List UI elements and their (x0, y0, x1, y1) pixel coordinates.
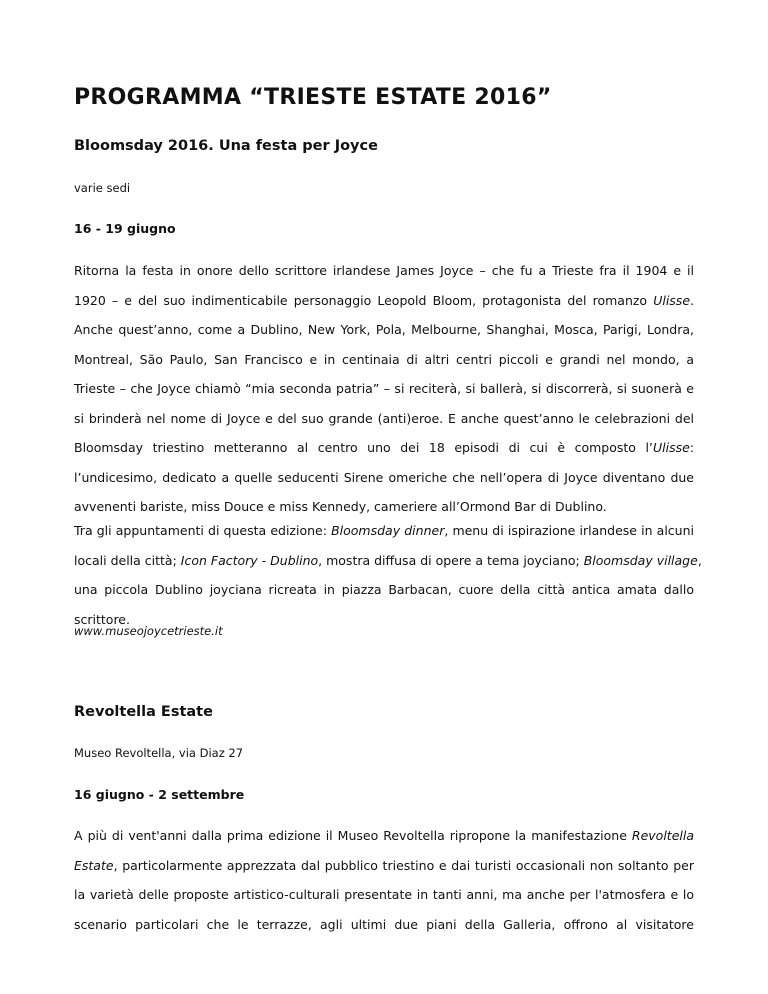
event-heading: Bloomsday 2016. Una festa per Joyce (74, 138, 378, 154)
text-line: A più di vent'anni dalla prima edizione il Museo Revoltella ripropone la manifestazione Revoltella (74, 828, 694, 843)
text-line: Ritorna la festa in onore dello scrittore irlandese James Joyce – che fu a Trieste fra il 1904 e il (74, 263, 694, 278)
event-description (74, 821, 694, 939)
website-link[interactable]: www.museojoycetrieste.it (74, 624, 223, 638)
italic-term: Ulisse (653, 292, 691, 308)
text-line: Anche quest’anno, come a Dublino, New York, Pola, Melbourne, Shanghai, Mosca, Parigi, Londra, (74, 322, 694, 337)
text-line: Trieste – che Joyce chiamò “mia seconda patria” – si reciterà, si ballerà, si discorrerà, si suonerà e (74, 381, 694, 396)
event-description (74, 256, 694, 522)
event-heading: Revoltella Estate (74, 704, 213, 720)
italic-term: Estate (74, 857, 114, 873)
italic-term: Ulisse (652, 440, 690, 455)
italic-term: Icon Factory - Dublino (180, 552, 319, 568)
text-line: la varietà delle proposte artistico-culturali presentate in tanti anni, ma anche per l'atmosfera e lo (74, 887, 694, 902)
text-line: 1920 – e del suo indimenticabile personaggio Leopold Bloom, protagonista del romanzo Ulisse. (74, 292, 694, 308)
event-dates: 16 giugno - 2 settembre (74, 787, 245, 802)
document-title: PROGRAMMA “TRIESTE ESTATE 2016” (74, 85, 552, 110)
italic-term: Bloomsday village (583, 552, 698, 568)
event-venue: Museo Revoltella, via Diaz 27 (74, 746, 244, 760)
text-line: Estate, particolarmente apprezzata dal pubblico triestino e dai turisti occasionali non soltanto per (74, 857, 694, 873)
text-line: l’undicesimo, dedicato a quelle seducenti Sirene omeriche che nell’opera di Joyce diventano due (74, 469, 694, 485)
text-line: avvenenti bariste, miss Douce e miss Kennedy, cameriere all’Ormond Bar di Dublino. (74, 499, 607, 514)
italic-term: Revoltella (631, 828, 694, 843)
text-line: Bloomsday triestino metteranno al centro uno dei 18 episodi di cui è composto l’Ulisse: (74, 440, 694, 455)
text-line: si brinderà nel nome di Joyce e del suo grande (anti)eroe. E anche quest’anno le celebrazioni del (74, 410, 694, 426)
event-dates: 16 - 19 giugno (74, 221, 176, 236)
text-line: scenario particolari che le terrazze, agli ultimi due piani della Galleria, offrono al visitatore (74, 916, 694, 932)
event-highlights (74, 516, 702, 634)
text-line: Montreal, São Paulo, San Francisco e in centinaia di altri centri piccoli e grandi nel mondo, a (74, 351, 694, 367)
text-line: locali della città; Icon Factory - Dublino, mostra diffusa di opere a tema joyciano; Bloomsday village, (74, 552, 702, 568)
text-line: scrittore. (74, 611, 130, 627)
event-venue: varie sedi (74, 181, 131, 195)
text-line: Tra gli appuntamenti di questa edizione: Bloomsday dinner, menu di ispirazione irlandese in alcuni (74, 523, 694, 538)
text-line: una piccola Dublino joyciana ricreata in piazza Barbacan, cuore della città antica amata dallo (74, 582, 694, 597)
italic-term: Bloomsday dinner (331, 523, 445, 538)
